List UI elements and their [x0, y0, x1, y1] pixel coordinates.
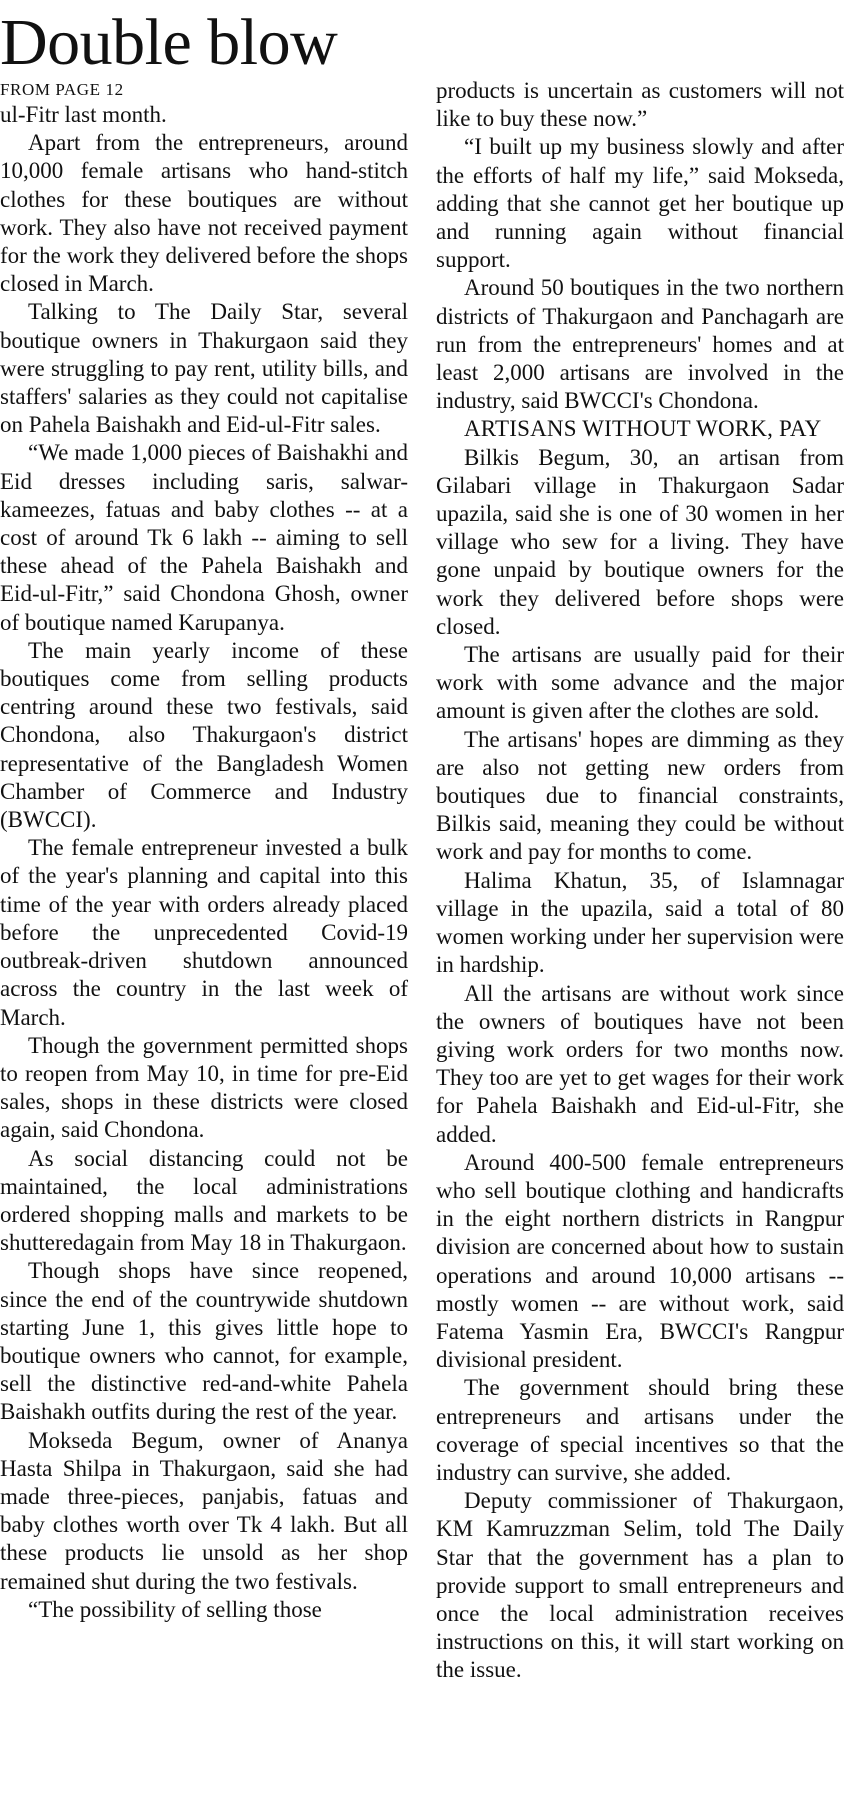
paragraph: “The possibility of selling those [28, 1596, 322, 1622]
article-column-right [436, 77, 844, 1685]
paragraph: Deputy commissioner of Thakurgaon, KM Kamruzzman Selim, told The Daily Star that the government has a plan to provide support to small entrepreneurs and once the local administration receives instructions on this, it will start working on the issue. [436, 1488, 844, 1683]
paragraph-continued: products is uncertain as customers will not like to buy these now.” [436, 78, 844, 132]
paragraph: Talking to The Daily Star, several boutique owners in Thakurgaon said they were struggling to pay rent, utility bills, and staffers' salaries as they could not capitalise on Pahela Baishakh and Eid-ul-Fitr sales. [0, 299, 408, 438]
headline: Double blow [0, 6, 338, 79]
paragraph: Apart from the entrepreneurs, around 10,000 female artisans who hand-stitch clothes for these boutiques are without work. They also have not received payment for the work they delivered before the shops closed in March. [0, 130, 408, 297]
paragraph: Though shops have since reopened, since the end of the countrywide shutdown starting June 1, this gives little hope to boutique owners who cannot, for example, sell the distinctive red-and-white Pahela Baishakh outfits during the rest of the year. [0, 1258, 408, 1425]
paragraph: Around 50 boutiques in the two northern districts of Thakurgaon and Panchagarh are run from the entrepreneurs' homes and at least 2,000 artisans are involved in the industry, said BWCCI's Chondona. [436, 275, 844, 414]
paragraph: Bilkis Begum, 30, an artisan from Gilabari village in Thakurgaon Sadar upazila, said she is one of 30 women in her village who sew for a living. They have gone unpaid by boutique owners for the work they delivered before shops were closed. [436, 444, 844, 639]
paragraph: Halima Khatun, 35, of Islamnagar village in the upazila, said a total of 80 women working under her supervision were in hardship. [436, 867, 844, 978]
paragraph-continued: ul-Fitr last month. [0, 102, 167, 127]
paragraph: Around 400-500 female entrepreneurs who sell boutique clothing and handicrafts in the eight northern districts in Rangpur division are concerned about how to sustain operations and around 10,000 artisans -- mostly women -- are without work, said Fatema Yasmin Era, BWCCI's Rangpur divisional president. [436, 1149, 844, 1373]
paragraph: The female entrepreneur invested a bulk of the year's planning and capital into this time of the year with orders already placed before the unprecedented Covid-19 outbreak-driven shutdown announced across the country in the last week of March. [0, 835, 408, 1030]
paragraph: Mokseda Begum, owner of Ananya Hasta Shilpa in Thakurgaon, said she had made three-pieces, panjabis, fatuas and baby clothes worth over Tk 4 lakh. But all these products lie unsold as her shop remained shut during the two festivals. [0, 1427, 408, 1594]
paragraph: “I built up my business slowly and after the efforts of half my life,” said Mokseda, adding that she cannot get her boutique up and running again without financial support. [436, 134, 844, 273]
section-subhead: ARTISANS WITHOUT WORK, PAY [464, 416, 822, 442]
paragraph: All the artisans are without work since the owners of boutiques have not been giving work orders for two months now. They too are yet to get wages for their work for Pahela Baishakh and Eid-ul-Fitr, she added. [436, 980, 844, 1147]
paragraph: The artisans' hopes are dimming as they are also not getting new orders from boutiques due to financial constraints, Bilkis said, meaning they could be without work and pay for months to come. [436, 726, 844, 865]
paragraph: The main yearly income of these boutiques come from selling products centring around these two festivals, said Chondona, also Thakurgaon's district representative of the Bangladesh Women Chamber of Commerce and Industry (BWCCI). [0, 637, 408, 833]
paragraph: “We made 1,000 pieces of Baishakhi and Eid dresses including saris, salwar-kameezes, fatuas and baby clothes -- at a cost of around Tk 6 lakh -- aiming to sell these ahead of the Pahela Baishakh and Eid-ul-Fitr,” said Chondona Ghosh, owner of boutique named Karupanya. [0, 440, 408, 635]
jump-line: FROM PAGE 12 [0, 80, 124, 99]
article-column-left [0, 101, 408, 1624]
paragraph: The government should bring these entrepreneurs and artisans under the coverage of special incentives so that the industry can survive, she added. [436, 1375, 844, 1485]
paragraph: Though the government permitted shops to reopen from May 10, in time for pre-Eid sales, shops in these districts were closed again, said Chondona. [0, 1032, 408, 1143]
paragraph: The artisans are usually paid for their work with some advance and the major amount is given after the clothes are sold. [436, 642, 844, 724]
paragraph: As social distancing could not be maintained, the local administrations ordered shopping malls and markets to be shutteredagain from May 18 in Thakurgaon. [0, 1145, 408, 1256]
